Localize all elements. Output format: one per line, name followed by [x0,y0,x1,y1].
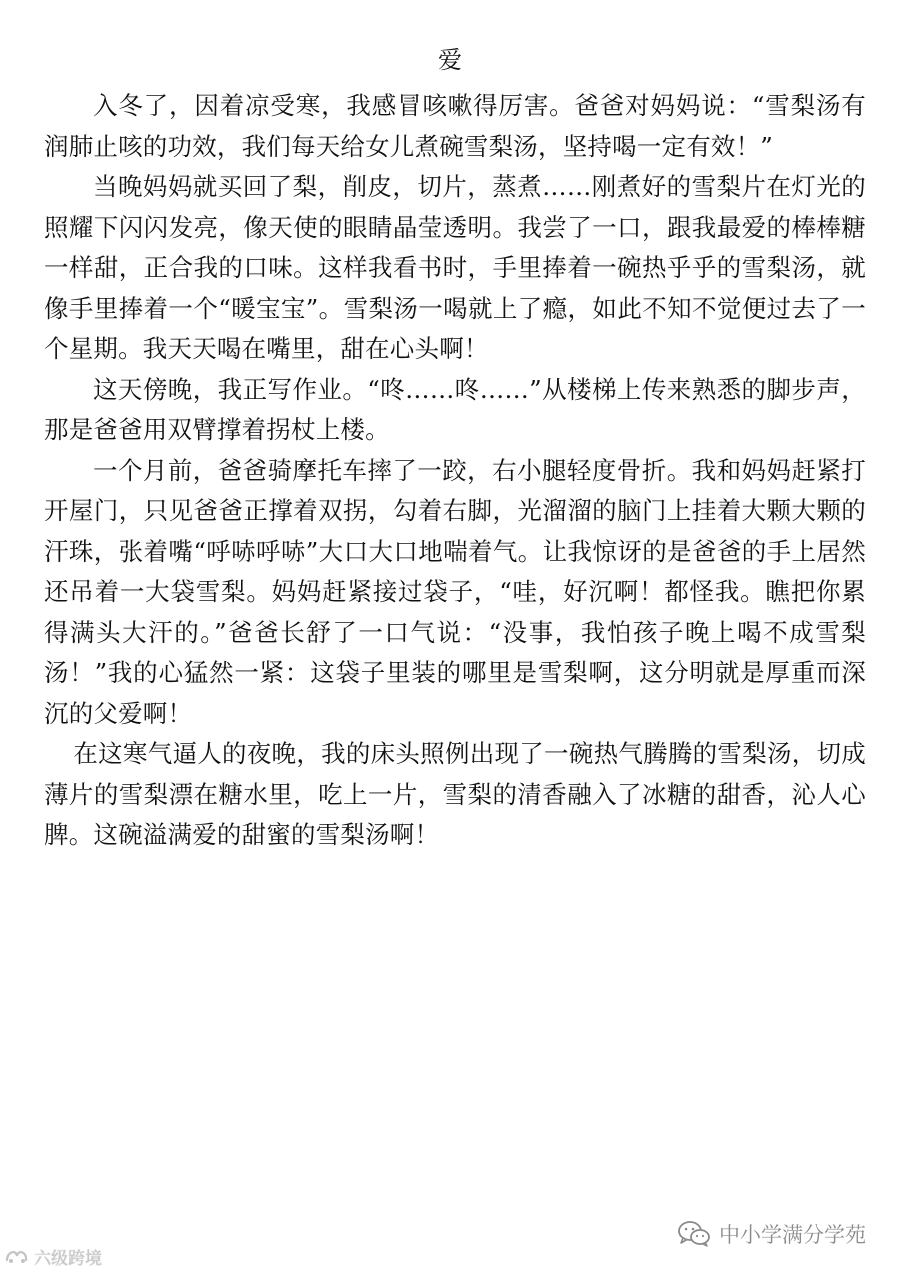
watermark-left [4,1243,102,1269]
watermark-right [677,1217,866,1251]
wechat-icon [677,1220,711,1248]
document-body [44,86,866,856]
brand-logo-icon [4,1246,30,1266]
paragraph-1: 入冬了，因着凉受寒，我感冒咳嗽得厉害。爸爸对妈妈说：“雪梨汤有润肺止咳的功效，我们每天给女儿煮碗雪梨汤，坚持喝一定有效！” [44,91,866,161]
watermark-right-text: 中小学满分学苑 [719,1223,866,1247]
paragraph-2: 当晚妈妈就买回了梨，削皮，切片，蒸煮……刚煮好的雪梨片在灯光的照耀下闪闪发亮，像天使的眼睛晶莹透明。我尝了一口，跟我最爱的棒棒糖一样甜，正合我的口味。这样我看书时，手里捧着一碗热乎乎的雪梨汤，就像手里捧着一个“暖宝宝”。雪梨汤一喝就上了瘾，如此不知不觉便过去了一个星期。我天天喝在嘴里，甜在心头啊！ [44,172,866,363]
paragraph-5: 在这寒气逼人的夜晚，我的床头照例出现了一碗热气腾腾的雪梨汤，切成薄片的雪梨漂在糖水里，吃上一片，雪梨的清香融入了冰糖的甜香，沁人心脾。这碗溢满爱的甜蜜的雪梨汤啊！ [44,739,866,849]
watermark-left-text: 六级跨境 [34,1248,102,1269]
paragraph-4: 一个月前，爸爸骑摩托车摔了一跤，右小腿轻度骨折。我和妈妈赶紧打开屋门，只见爸爸正撑着双拐，勾着右脚，光溜溜的脑门上挂着大颗大颗的汗珠，张着嘴“呼哧呼哧”大口大口地喘着气。让我惊讶的是爸爸的手上居然还吊着一大袋雪梨。妈妈赶紧接过袋子，“哇，好沉啊！都怪我。瞧把你累得满头大汗的。”爸爸长舒了一口气说：“没事，我怕孩子晚上喝不成雪梨汤！”我的心猛然一紧：这袋子里装的哪里是雪梨啊，这分明就是厚重而深沉的父爱啊！ [44,455,866,728]
document-title: 爱 [438,46,462,74]
paragraph-3: 这天傍晚，我正写作业。“咚……咚……”从楼梯上传来熟悉的脚步声，那是爸爸用双臂撑着拐杖上楼。 [44,374,866,444]
